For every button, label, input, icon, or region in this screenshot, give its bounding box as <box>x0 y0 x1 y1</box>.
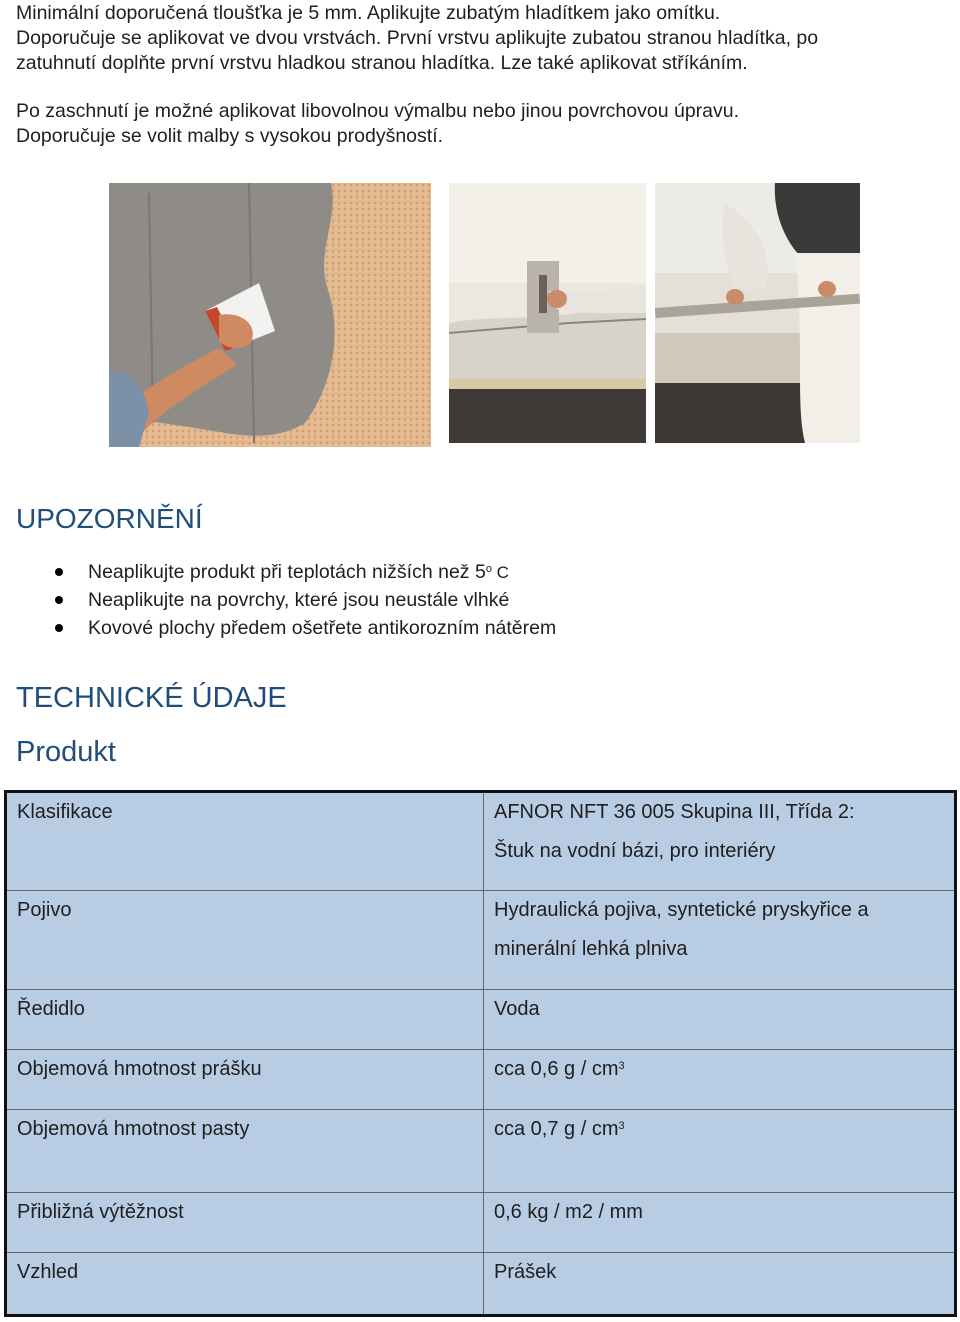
value-sup: 3 <box>618 1120 625 1132</box>
row-label: Vzhled <box>6 1253 484 1316</box>
photo-trowel-application <box>109 183 431 447</box>
photo-wall-smoothing <box>449 183 646 443</box>
bullet-icon <box>55 596 63 604</box>
row-label: Přibližná výtěžnost <box>6 1193 484 1253</box>
table-row <box>6 1110 956 1193</box>
degree-sup: o <box>485 563 492 575</box>
value-text: cca 0,6 g / cm <box>494 1058 619 1080</box>
value-sup: 3 <box>618 1060 625 1072</box>
technical-heading: TECHNICKÉ ÚDAJE <box>16 682 287 714</box>
row-label: Objemová hmotnost prášku <box>6 1050 484 1110</box>
row-value <box>484 891 956 990</box>
value-line: Voda <box>494 998 540 1020</box>
value-line: 0,6 kg / m2 / mm <box>494 1201 643 1223</box>
warning-text: Kovové plochy předem ošetřete antikorozním nátěrem <box>88 617 557 639</box>
warning-heading: UPOZORNĚNÍ <box>16 503 203 534</box>
row-label: Ředidlo <box>6 990 484 1050</box>
value-text: cca 0,7 g / cm <box>494 1118 619 1140</box>
value-line: Štuk na vodní bázi, pro interiéry <box>494 840 776 862</box>
application-instructions <box>16 1 818 76</box>
list-item <box>55 586 556 614</box>
row-value <box>484 1050 956 1110</box>
text-line: Doporučuje se aplikovat ve dvou vrstvách. První vrstvu aplikujte zubatou stranou hladítka, po <box>16 27 819 49</box>
bullet-icon <box>55 624 63 632</box>
table-row <box>6 1050 956 1110</box>
row-value <box>484 1110 956 1193</box>
list-item <box>55 558 556 586</box>
text-line: Minimální doporučená tloušťka je 5 mm. Aplikujte zubatým hladítkem jako omítku. <box>16 2 721 24</box>
value-line: Hydraulická pojiva, syntetické pryskyřice a <box>494 899 869 921</box>
text-line: Po zaschnutí je možné aplikovat libovolnou výmalbu nebo jinou povrchovou úpravu. <box>16 100 740 122</box>
row-value <box>484 1253 956 1316</box>
row-label: Pojivo <box>6 891 484 990</box>
bullet-icon <box>55 568 63 576</box>
warning-list <box>55 558 556 642</box>
warning-text: Neaplikujte produkt při teplotách nižších než 5 <box>88 561 486 583</box>
technical-data-table <box>4 790 957 1317</box>
value-line: AFNOR NFT 36 005 Skupina III, Třída 2: <box>494 801 855 823</box>
photo-straight-edge-leveling <box>655 183 860 443</box>
row-label: Klasifikace <box>6 792 484 891</box>
table-row <box>6 891 956 990</box>
table-row <box>6 1253 956 1316</box>
product-subheading: Produkt <box>16 736 116 768</box>
row-value <box>484 792 956 891</box>
temperature-unit: C <box>491 563 509 582</box>
value-line: Prášek <box>494 1261 557 1283</box>
row-value <box>484 990 956 1050</box>
table-row <box>6 792 956 891</box>
value-line: minerální lehká plniva <box>494 938 688 960</box>
table-row <box>6 990 956 1050</box>
finish-instructions <box>16 99 739 149</box>
text-line: Doporučuje se volit malby s vysokou prodyšností. <box>16 125 444 147</box>
text-line: zatuhnutí doplňte první vrstvu hladkou stranou hladítka. Lze také aplikovat stříkáním. <box>16 52 748 74</box>
table-row <box>6 1193 956 1253</box>
warning-text: Neaplikujte na povrchy, které jsou neustále vlhké <box>88 589 510 611</box>
list-item <box>55 614 556 642</box>
row-value <box>484 1193 956 1253</box>
row-label: Objemová hmotnost pasty <box>6 1110 484 1193</box>
